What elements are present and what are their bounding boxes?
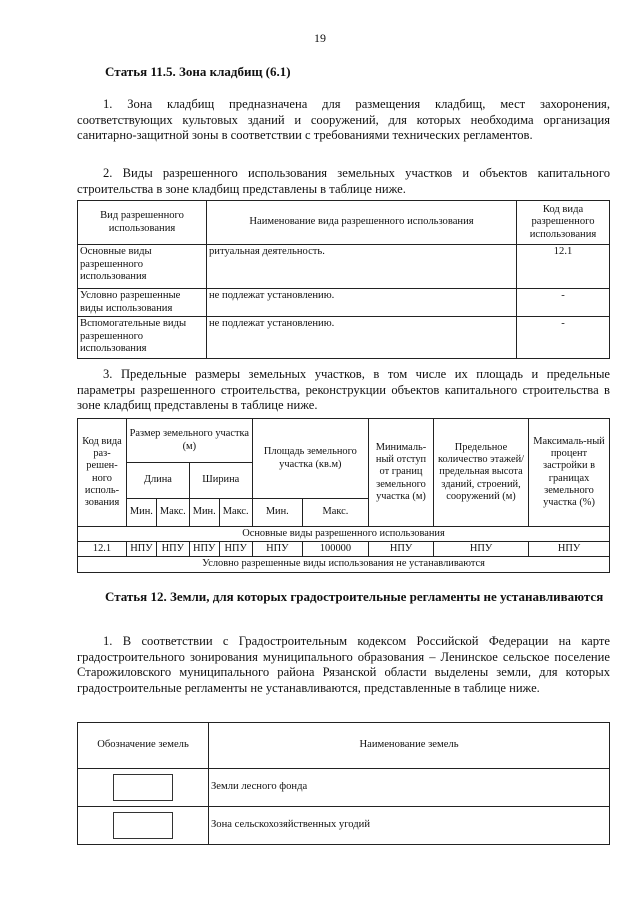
table-row — [78, 807, 610, 845]
header-area: Площадь земельного участка (кв.м) — [252, 419, 368, 499]
table-cell: НПУ — [156, 542, 189, 557]
table-cell: НПУ — [434, 542, 529, 557]
header-max: Макс. — [156, 499, 189, 527]
table-cell: ритуальная деятельность. — [207, 245, 517, 289]
legend-swatch-agricultural — [113, 812, 173, 839]
table-cell: НПУ — [127, 542, 157, 557]
header-width: Ширина — [189, 463, 252, 499]
legend-cell — [78, 769, 209, 807]
header-min: Мин. — [189, 499, 219, 527]
section-row — [78, 527, 610, 542]
article-11-5-paragraph-1: 1. Зона кладбищ предназначена для размещения кладбищ, мест захоронения, соответствующих культовых зданий и сооружений, для которых необходима организация санитарно-защитной зоны в соответствии с требованиями технических регламентов. — [77, 97, 610, 143]
table-row — [78, 289, 610, 317]
header-length: Длина — [127, 463, 190, 499]
table-cell: НПУ — [369, 542, 434, 557]
table-row — [78, 317, 610, 359]
table-cell: НПУ — [219, 542, 252, 557]
header-code: Код вида раз-решен-ного исполь-зования — [78, 419, 127, 527]
legend-cell — [78, 807, 209, 845]
table-cell: не подлежат установлению. — [207, 317, 517, 359]
table-cell: 12.1 — [517, 245, 610, 289]
permitted-use-table — [77, 200, 610, 359]
header-min: Мин. — [252, 499, 302, 527]
table-row — [78, 769, 610, 807]
table-header-cell: Обозначение земель — [78, 723, 209, 769]
header-max: Макс. — [302, 499, 368, 527]
table-cell: - — [517, 289, 610, 317]
table-cell: Земли лесного фонда — [209, 769, 610, 807]
table-header-cell: Вид разрешенного использования — [78, 201, 207, 245]
table-cell: Вспомогательные виды разрешенного использования — [78, 317, 207, 359]
header-min: Мин. — [127, 499, 157, 527]
section-row — [78, 557, 610, 572]
header-max: Макс. — [219, 499, 252, 527]
table-cell: Зона сельскохозяйственных угодий — [209, 807, 610, 845]
table-cell: - — [517, 317, 610, 359]
table-row — [78, 245, 610, 289]
lands-table — [77, 722, 610, 845]
table-cell: Основные виды разрешенного использования — [78, 245, 207, 289]
header-indent: Минималь-ный отступ от границ земельного участка (м) — [369, 419, 434, 527]
table-header-cell: Наименование вида разрешенного использования — [207, 201, 517, 245]
article-12-paragraph-1: 1. В соответствии с Градостроительным кодексом Российской Федерации на карте градостроительного зонирования муниципального образования – Ленинское сельское поселение Старожиловского муниципального района Рязанской области выделены земли, для которых градостроительные регламенты не устанавливаются, представленные в таблице ниже. — [77, 634, 610, 696]
table-header-cell: Наименование земель — [209, 723, 610, 769]
legend-swatch-forest — [113, 774, 173, 801]
parameters-table — [77, 418, 610, 573]
table-cell: 12.1 — [78, 542, 127, 557]
article-12-heading: Статья 12. Земли, для которых градостроительные регламенты не устанавливаются — [105, 589, 604, 604]
header-size: Размер земельного участка (м) — [127, 419, 253, 463]
header-percent: Максималь-ный процент застройки в границах земельного участка (%) — [529, 419, 610, 527]
table-cell: НПУ — [189, 542, 219, 557]
table-header-row — [78, 723, 610, 769]
table-cell: не подлежат установлению. — [207, 289, 517, 317]
table-cell: НПУ — [529, 542, 610, 557]
table-row — [78, 542, 610, 557]
article-11-5-heading: Статья 11.5. Зона кладбищ (6.1) — [105, 64, 291, 79]
table-cell: НПУ — [252, 542, 302, 557]
table-header-cell: Код вида разрешенного использования — [517, 201, 610, 245]
table-header-row — [78, 201, 610, 245]
header-floors: Предельное количество этажей/ предельная высота зданий, строений, сооружений (м) — [434, 419, 529, 527]
section-main-uses: Основные виды разрешенного использования — [78, 527, 610, 542]
table-cell: 100000 — [302, 542, 368, 557]
table-cell: Условно разрешенные виды использования — [78, 289, 207, 317]
section-conditional-uses: Условно разрешенные виды использования не устанавливаются — [78, 557, 610, 572]
article-11-5-paragraph-2: 2. Виды разрешенного использования земельных участков и объектов капитального строительства в зоне кладбищ представлены в таблице ниже. — [77, 166, 610, 196]
table-header-row — [78, 419, 610, 463]
article-11-5-paragraph-3: 3. Предельные размеры земельных участков, в том числе их площадь и предельные параметры разрешенного строительства, реконструкции объектов капитального строительства в зоне кладбищ представлены в таблице ниже. — [77, 367, 610, 413]
page-number: 19 — [314, 31, 326, 45]
